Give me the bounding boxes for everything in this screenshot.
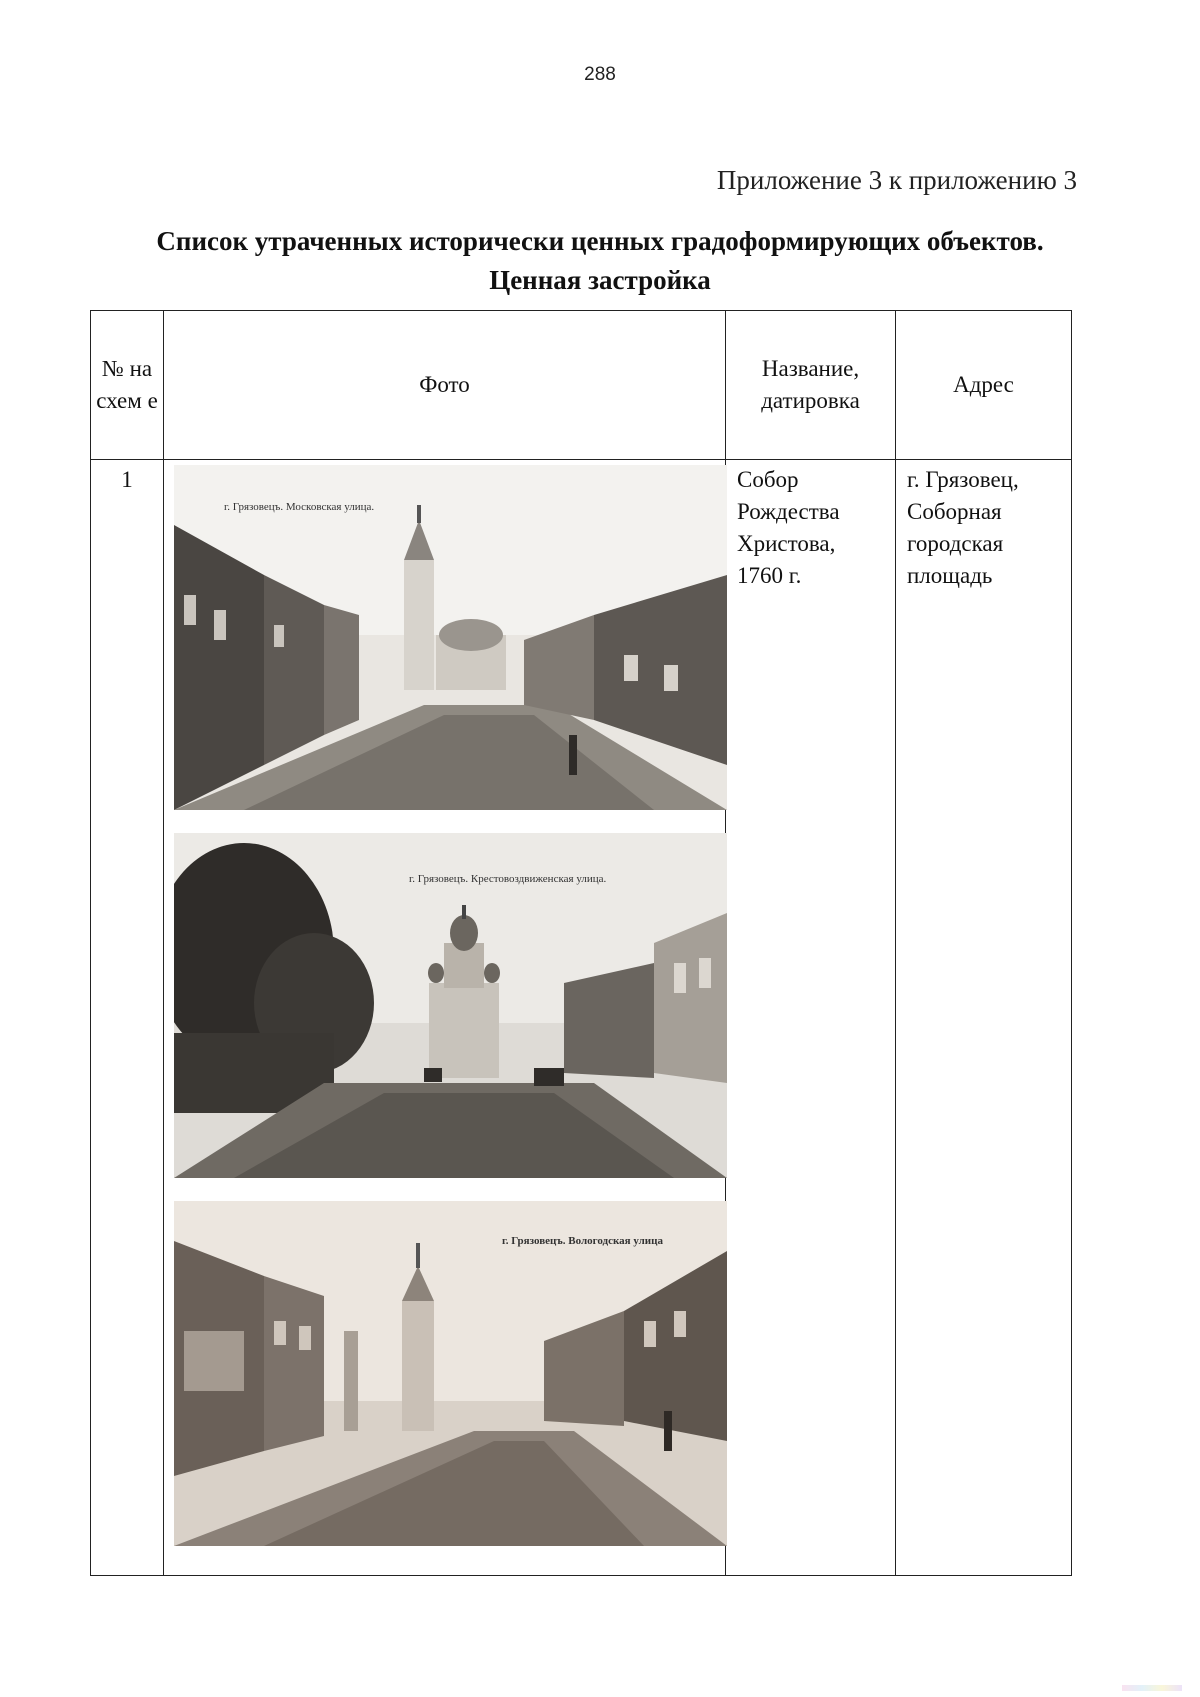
photo-caption: г. Грязовецъ. Крестовоздвиженская улица. <box>409 873 607 885</box>
scan-corner-marks <box>1122 1685 1182 1691</box>
objects-table <box>90 310 1072 1576</box>
title-line-1: Список утраченных исторически ценных градоформирующих объектов. <box>156 226 1044 256</box>
header-number: № на схем е <box>91 311 164 460</box>
photo-caption: г. Грязовецъ. Вологодская улица <box>502 1235 663 1247</box>
row-photos <box>164 460 726 1576</box>
title-line-2: Ценная застройка <box>489 265 711 295</box>
row-name-dating: Собор Рождества Христова, 1760 г. <box>726 460 896 1576</box>
page-number: 288 <box>584 64 616 85</box>
table-header-row <box>91 311 1072 460</box>
header-address: Адрес <box>896 311 1072 460</box>
row-address: г. Грязовец, Соборная городская площадь <box>896 460 1072 1576</box>
photo-vologodskaya-street <box>174 1201 727 1546</box>
photo-caption: г. Грязовецъ. Московская улица. <box>224 501 375 513</box>
document-title <box>80 222 1120 300</box>
photo-moskovskaya-street <box>174 465 727 810</box>
photo-krestovozdvizhenskaya-street <box>174 833 727 1178</box>
appendix-label: Приложение 3 к приложению 3 <box>716 165 1077 195</box>
row-number: 1 <box>91 460 164 1576</box>
header-photo: Фото <box>164 311 726 460</box>
header-name: Название, датировка <box>726 311 896 460</box>
table-row <box>91 460 1072 1576</box>
